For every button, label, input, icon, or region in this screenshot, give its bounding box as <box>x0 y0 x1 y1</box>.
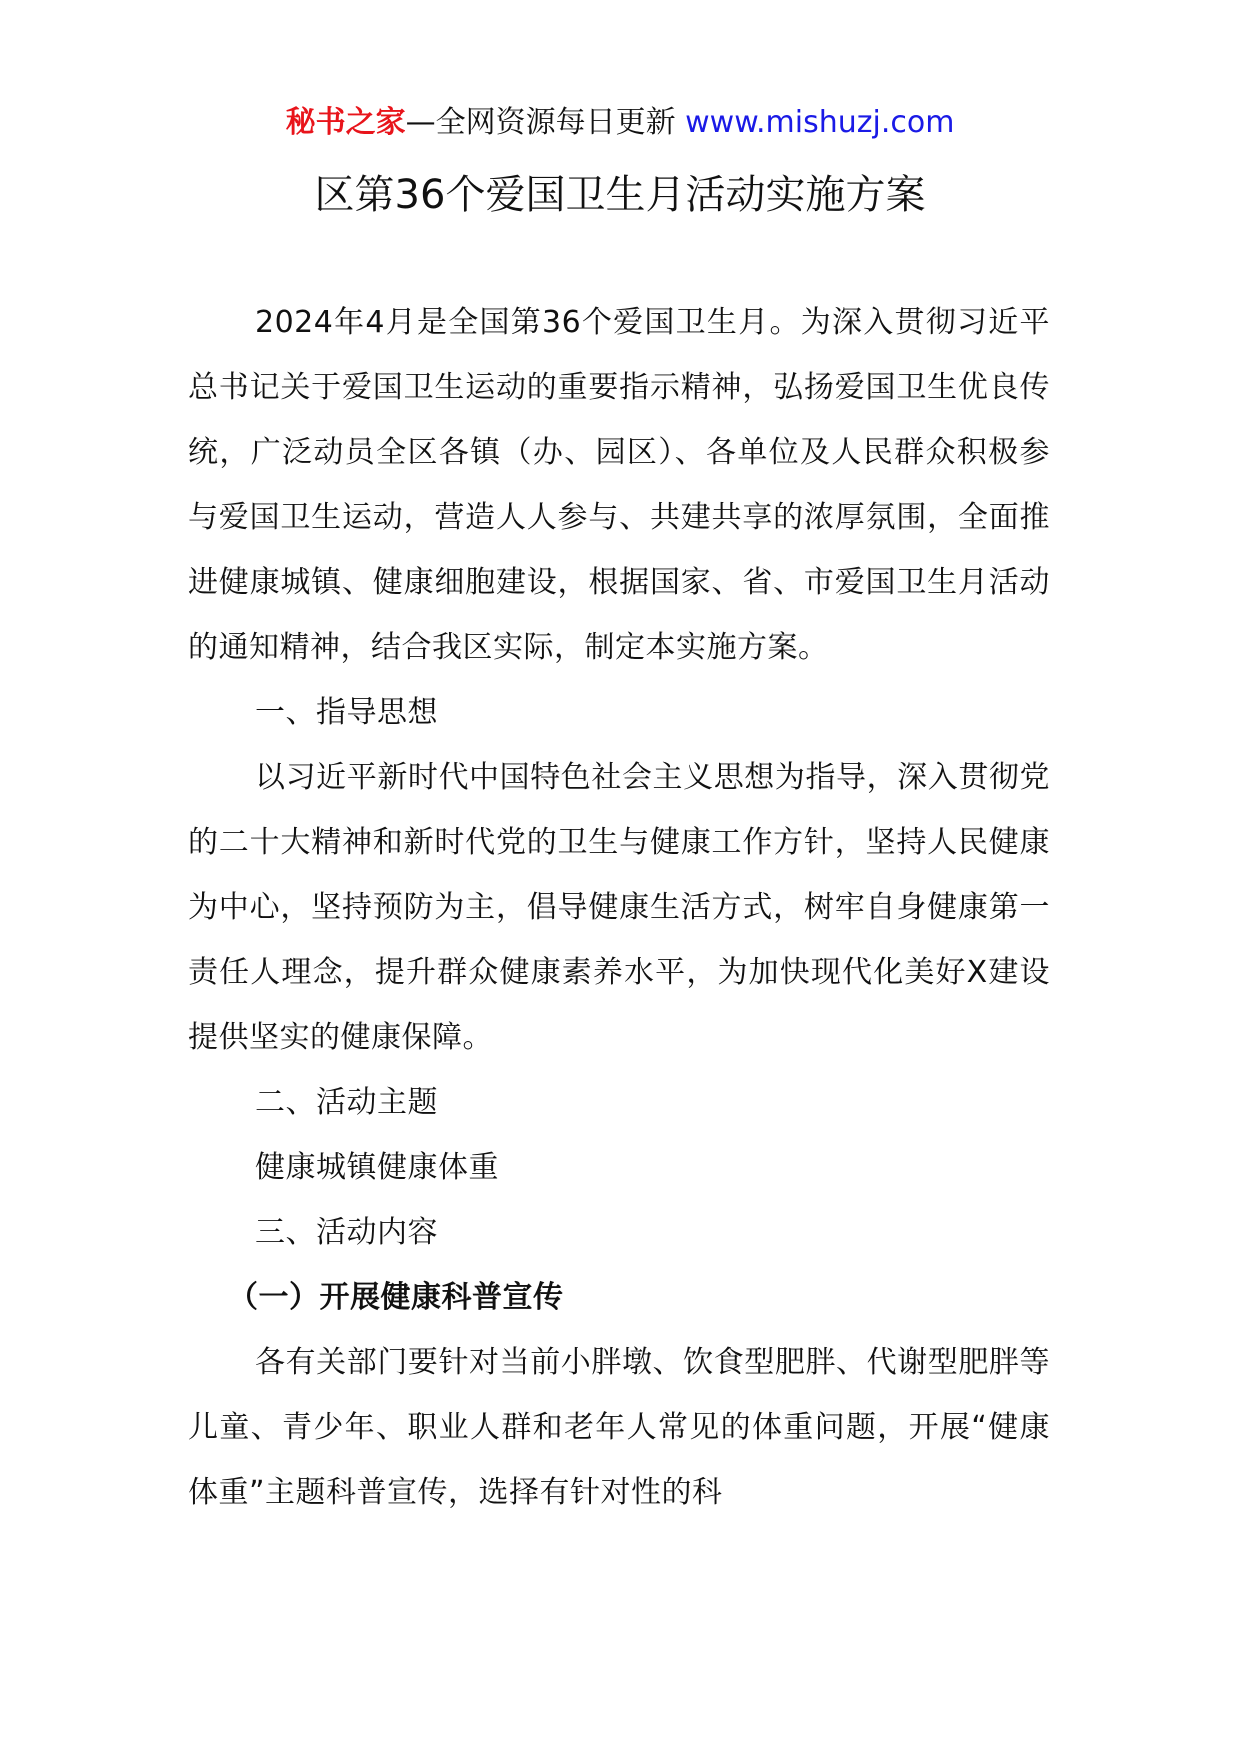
site-brand: 秘书之家 <box>285 105 406 140</box>
guiding-ideology-paragraph: 以习近平新时代中国特色社会主义思想为指导，深入贯彻党的二十大精神和新时代党的卫生与健康工作方针，坚持人民健康为中心，坚持预防为主，倡导健康生活方式，树牢自身健康第一责任人理念，提升群众健康素养水平，为加快现代化美好X建设提供坚实的健康保障。 <box>188 760 1050 1055</box>
health-education-paragraph: 各有关部门要针对当前小胖墩、饮食型肥胖、代谢型肥胖等儿童、青少年、职业人群和老年人常见的体重问题，开展“健康体重”主题科普宣传，选择有针对性的科 <box>188 1345 1050 1510</box>
site-banner <box>0 100 1240 146</box>
site-slogan: —全网资源每日更新 <box>405 105 686 140</box>
site-url-link[interactable]: www.mishuzj.com <box>685 105 955 140</box>
section-heading-activity-theme: 二、活动主题 <box>255 1085 438 1120</box>
document-body <box>188 290 1050 1525</box>
subsection-heading-health-education: （一）开展健康科普宣传 <box>228 1280 564 1315</box>
section-heading-activity-content: 三、活动内容 <box>255 1215 438 1250</box>
intro-paragraph: 2024年4月是全国第36个爱国卫生月。为深入贯彻习近平总书记关于爱国卫生运动的重要指示精神，弘扬爱国卫生优良传统，广泛动员全区各镇（办、园区）、各单位及人民群众积极参与爱国卫生运动，营造人人参与、共建共享的浓厚氛围，全面推进健康城镇、健康细胞建设，根据国家、省、市爱国卫生月活动的通知精神，结合我区实际，制定本实施方案。 <box>188 305 1050 665</box>
activity-theme-text: 健康城镇健康体重 <box>255 1150 499 1185</box>
section-heading-guiding-ideology: 一、指导思想 <box>255 695 438 730</box>
document-title: 区第36个爱国卫生月活动实施方案 <box>314 172 926 218</box>
